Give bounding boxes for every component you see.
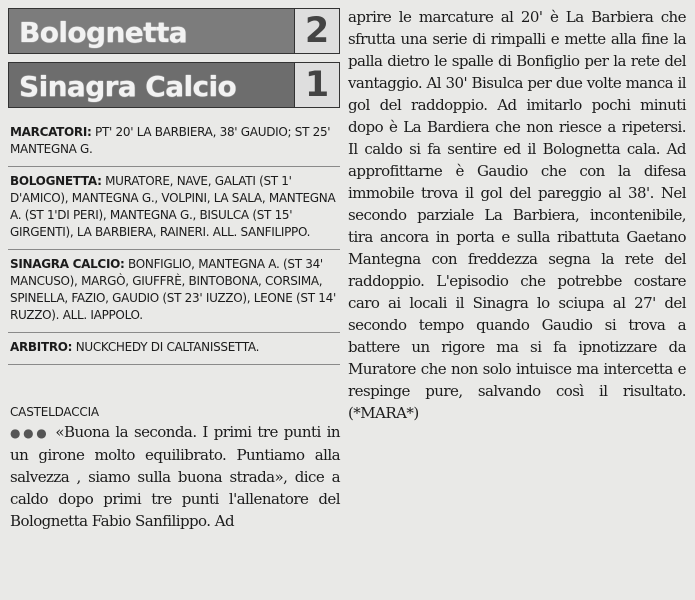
scorers-block bbox=[8, 116, 340, 167]
article-left-text bbox=[8, 421, 340, 532]
away-team-score: 1 bbox=[294, 63, 339, 107]
home-lineup-text: MURATORE, NAVE, GALATI (ST 1' D'AMICO), MANTEGNA G., VOLPINI, LA SALA, MANTEGNA A. (ST 1'DI PERI), MANTEGNA G., BISULCA (ST 15' GIRGENTI), LA BARBIERA, RAINERI. ALL. SANFILIPPO. bbox=[10, 174, 336, 239]
dateline: CASTELDACCIA bbox=[10, 405, 99, 419]
away-lineup-text: BONFIGLIO, MANTEGNA A. (ST 34' MANCUSO), MARGÒ, GIUFFRÈ, BINTOBONA, CORSIMA, SPINELLA, FAZIO, GAUDIO (ST 23' IUZZO), LEONE (ST 14' RUZZO). ALL. IAPPOLO. bbox=[10, 257, 336, 322]
home-team-score: 2 bbox=[294, 9, 339, 53]
right-column bbox=[348, 6, 686, 424]
home-lineup-block bbox=[8, 167, 340, 250]
away-score-bar bbox=[8, 62, 340, 108]
referee-block bbox=[8, 333, 340, 365]
article-right-paragraph: aprire le marcature al 20' è La Barbiera che sfrutta una serie di rimpalli e mette alla fine la palla dietro le spalle di Bonfiglio per la rete del vantaggio. Al 30' Bisulca per due volte manca il gol del raddoppio. Ad imitarlo pochi minuti dopo è La Bardiera che non riesce a ripetersi. Il caldo si fa sentire ed il Bolognetta cala. Ad approfittarne è Gaudio che con la difesa immobile trova il gol del pareggio al 38'. Nel secondo parziale La Barbiera, incontenibile, tira ancora in porta e sulla ribattuta Gaetano Mantegna con freddezza segna la rete del raddoppio. L'episodio che potrebbe costare caro ai locali il Sinagra lo sciupa al 27' del secondo tempo quando Gaudio si trova a battere un rigore ma si fa ipnotizzare da Muratore che non solo intuisce ma intercetta e respinge pure, salvando così il risultato. bbox=[348, 8, 686, 400]
referee-text: NUCKCHEDY DI CALTANISSETTA. bbox=[75, 340, 260, 354]
left-column bbox=[8, 8, 340, 532]
home-score-bar bbox=[8, 8, 340, 54]
article-signature: (*MARA*) bbox=[348, 404, 419, 422]
bullet-dots: ●●● bbox=[10, 426, 50, 440]
article-left-paragraph: «Buona la seconda. I primi tre punti in un girone molto equilibrato. Puntiamo alla salvezza , siamo sulla buona strada», dice a caldo dopo primi tre punti l'allenatore del Bolognetta Fabio Sanfilippo. Ad bbox=[10, 423, 340, 530]
scorers-text: PT' 20' LA BARBIERA, 38' GAUDIO; ST 25' MANTEGNA G. bbox=[10, 125, 331, 156]
scorers-label: MARCATORI: bbox=[10, 125, 92, 139]
away-lineup-block bbox=[8, 250, 340, 333]
home-team-name: Bolognetta bbox=[19, 16, 188, 49]
referee-label: ARBITRO: bbox=[10, 340, 73, 354]
home-lineup-label: BOLOGNETTA: bbox=[10, 174, 102, 188]
away-team-name: Sinagra Calcio bbox=[19, 70, 237, 103]
away-lineup-label: SINAGRA CALCIO: bbox=[10, 257, 125, 271]
